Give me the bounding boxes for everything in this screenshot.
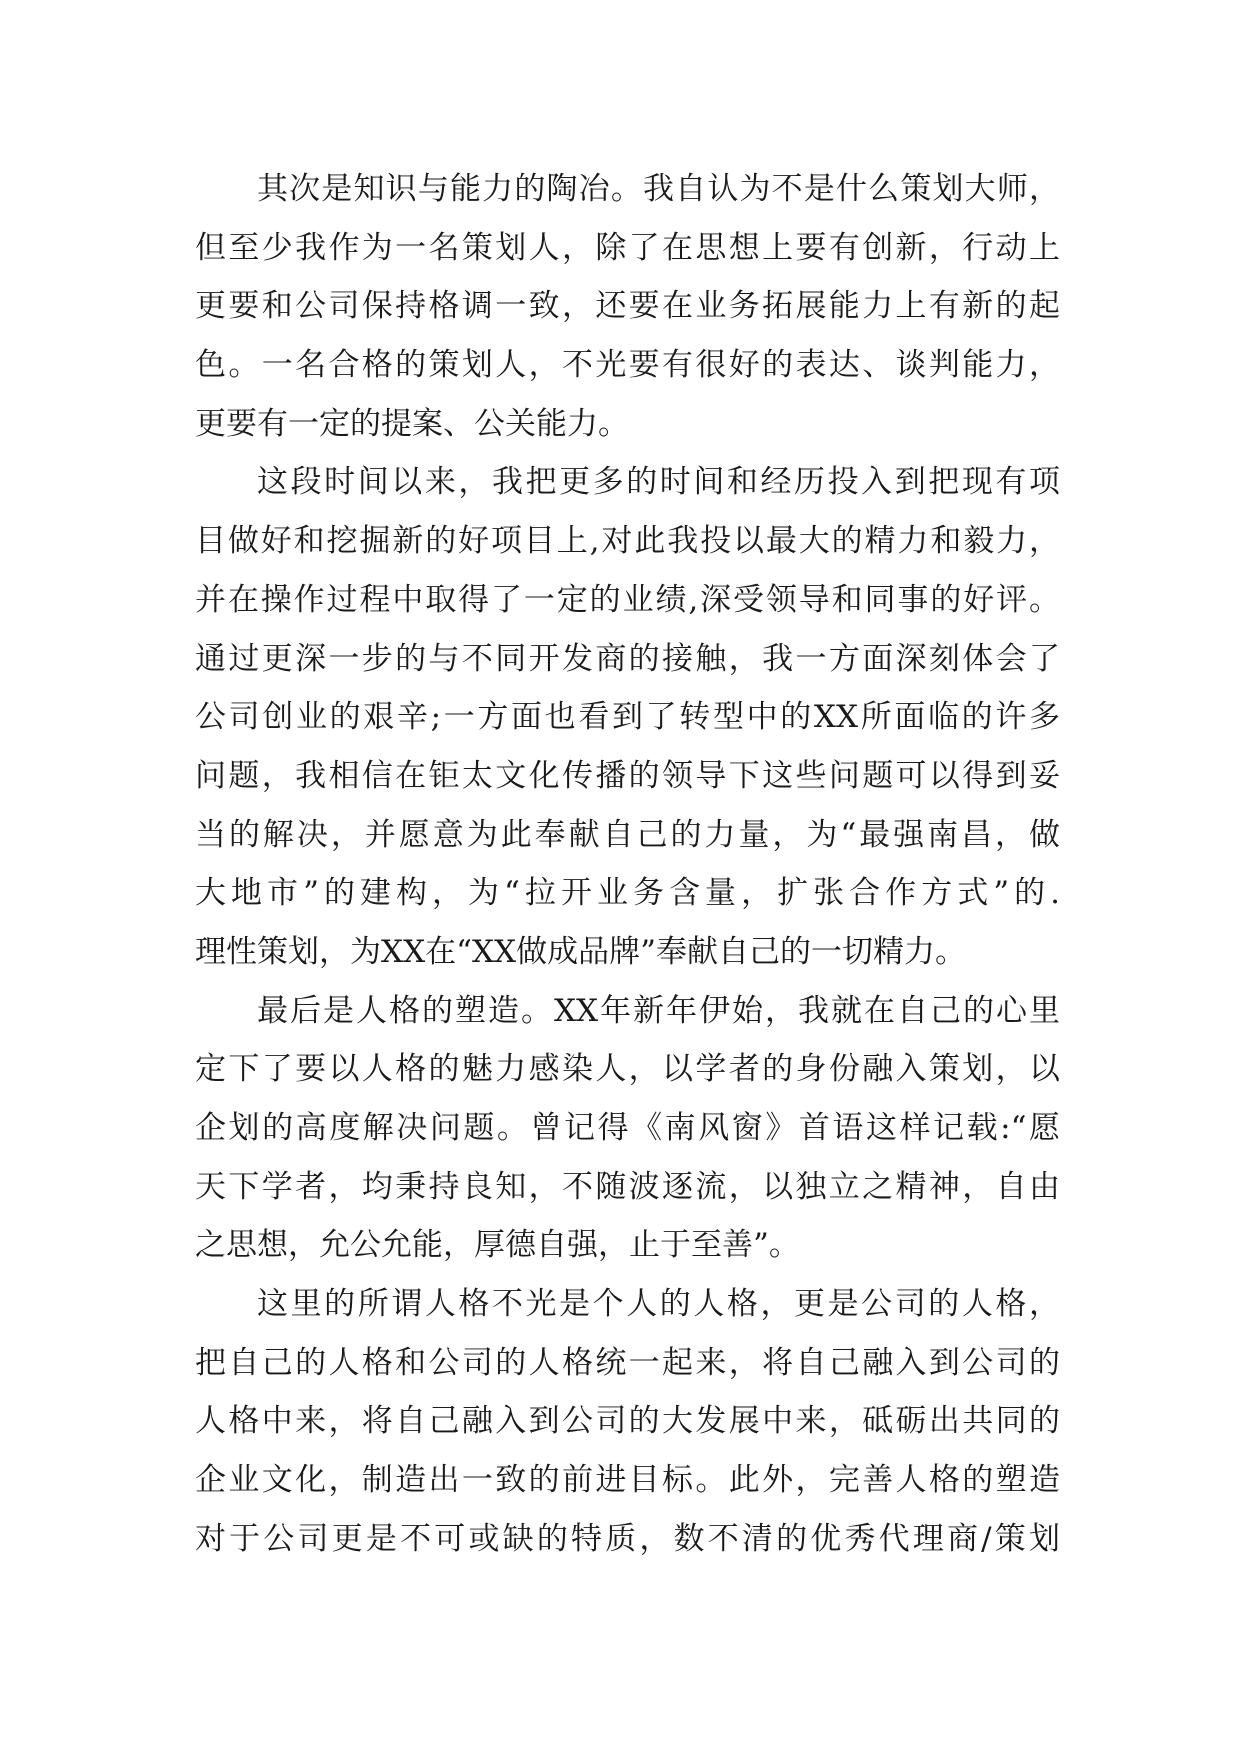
text-line: 把自己的人格和公司的人格统一起来，将自己融入到公司的: [195, 1344, 1060, 1381]
text-line: 目做好和挖掘新的好项目上,对此我投以最大的精力和毅力，: [195, 523, 1060, 560]
text-line: 大地市”的建构，为“拉开业务含量，扩张合作方式”的.: [195, 875, 1060, 912]
text-line: 但至少我作为一名策划人，除了在思想上要有创新，行动上: [195, 229, 1060, 266]
text-line: 其次是知识与能力的陶冶。我自认为不是什么策划大师，: [257, 171, 1060, 207]
text-line: 当的解决，并愿意为此奉献自己的力量，为“最强南昌，做: [195, 816, 1060, 853]
text-line: 之思想，允公允能，厚德自强，止于至善”。: [195, 1227, 800, 1264]
text-line: 天下学者，均秉持良知，不随波逐流，以独立之精神，自由: [195, 1168, 1060, 1205]
text-line: 企业文化，制造出一致的前进目标。此外，完善人格的塑造: [195, 1462, 1060, 1499]
text-line: 对于公司更是不可或缺的特质，数不清的优秀代理商/策划: [195, 1520, 1060, 1557]
text-line: 更要有一定的提案、公关能力。: [195, 405, 629, 442]
text-line: 问题，我相信在钜太文化传播的领导下这些问题可以得到妥: [195, 757, 1060, 794]
text-line: 并在操作过程中取得了一定的业绩,深受领导和同事的好评。: [195, 581, 1060, 618]
text-line: 最后是人格的塑造。XX年新年伊始，我就在自己的心里: [257, 992, 1060, 1029]
text-line: 通过更深一步的与不同开发商的接触，我一方面深刻体会了: [195, 640, 1060, 677]
paragraph-company-personality: [195, 1275, 1060, 1568]
text-line: 色。一名合格的策划人，不光要有很好的表达、谈判能力，: [195, 347, 1060, 384]
text-line: 企划的高度解决问题。曾记得《南风窗》首语这样记载:“愿: [195, 1110, 1060, 1146]
text-line: 定下了要以人格的魅力感染人，以学者的身份融入策划，以: [195, 1051, 1060, 1088]
paragraph-recent-work: [195, 453, 1060, 981]
text-line: 这段时间以来，我把更多的时间和经历投入到把现有项: [257, 464, 1060, 501]
document-body: [195, 160, 1060, 1569]
text-line: 这里的所谓人格不光是个人的人格，更是公司的人格，: [257, 1286, 1060, 1323]
text-line: 人格中来，将自己融入到公司的大发展中来，砥砺出共同的: [195, 1403, 1060, 1440]
text-line: 更要和公司保持格调一致，还要在业务拓展能力上有新的起: [195, 288, 1060, 325]
paragraph-personality-shaping: [195, 982, 1060, 1275]
paragraph-knowledge-ability: [195, 160, 1060, 453]
text-line: 公司创业的艰辛;一方面也看到了转型中的XX所面临的许多: [195, 699, 1060, 736]
text-line: 理性策划，为XX在“XX做成品牌”奉献自己的一切精力。: [195, 933, 966, 970]
